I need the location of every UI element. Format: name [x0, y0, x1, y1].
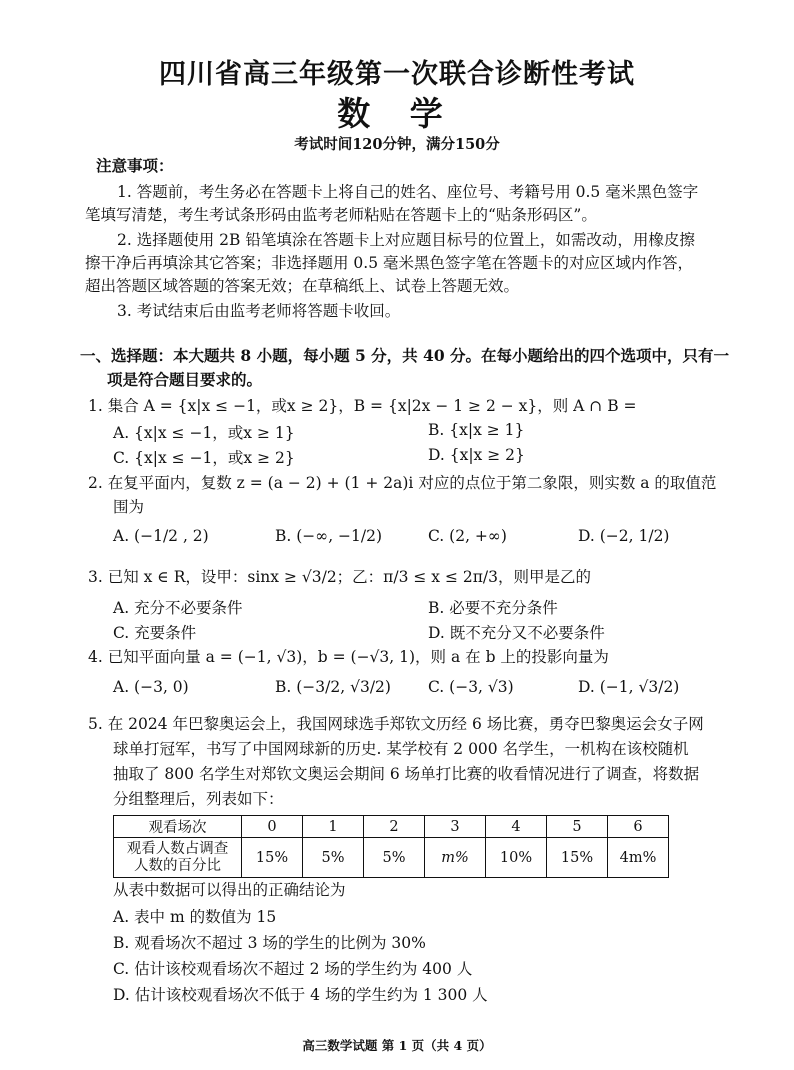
table-cell: 5% [303, 838, 364, 878]
table-cell: 0 [242, 816, 303, 838]
table-header-label: 观看场次 [114, 816, 242, 838]
exam-time-info: 考试时间120分钟，满分150分 [294, 136, 500, 153]
notice-line: 笔填写清楚，考生考试条形码由监考老师粘贴在答题卡上的“贴条形码区”。 [85, 206, 597, 224]
q5-option-a: A. 表中 m 的数值为 15 [113, 908, 277, 926]
question-5-stem-cont: 分组整理后，列表如下： [113, 790, 284, 808]
question-2-stem-cont: 围为 [113, 498, 145, 516]
table-cell: m% [425, 838, 486, 878]
section-heading: 一、选择题：本大题共 8 小题，每小题 5 分，共 40 分。在每小题给出的四个选项中，只有一 [80, 346, 730, 365]
table-cell: 1 [303, 816, 364, 838]
notice-heading: 注意事项： [96, 156, 174, 175]
notice-line: 擦干净后再填涂其它答案；非选择题用 0.5 毫米黑色签字笔在答题卡的对应区域内作答， [85, 254, 694, 272]
notice-line: 超出答题区域答题的答案无效；在草稿纸上、试卷上答题无效。 [85, 277, 520, 295]
viewing-stats-table [113, 815, 669, 878]
table-cell: 6 [608, 816, 669, 838]
question-5-stem-cont: 球单打冠军，书写了中国网球新的历史. 某学校有 2 000 名学生，一机构在该校随机 [113, 740, 689, 758]
q2-option-a: A. (−1/2 , 2) [113, 527, 209, 545]
table-cell: 5% [364, 838, 425, 878]
table-row-label-line2: 人数的百分比 [134, 857, 221, 874]
table-cell: 4 [486, 816, 547, 838]
q1-option-c: C. {x|x ≤ −1，或x ≥ 2} [113, 449, 295, 467]
question-4-stem: 4. 已知平面向量 a = (−1, √3)，b = (−√3, 1)，则 a 在 b 上的投影向量为 [88, 648, 609, 666]
question-5-stem-cont: 抽取了 800 名学生对郑钦文奥运会期间 6 场单打比赛的收看情况进行了调查，将数据 [113, 765, 700, 783]
subject-title: 数 学 [337, 94, 457, 133]
question-3-stem: 3. 已知 x ∈ R，设甲：sinx ≥ √3/2；乙：π/3 ≤ x ≤ 2π/3，则甲是乙的 [88, 568, 592, 586]
q1-option-b: B. {x|x ≥ 1} [428, 421, 525, 439]
notice-line: 3. 考试结束后由监考老师将答题卡收回。 [117, 302, 401, 320]
page-footer: 高三数学试题 第 1 页（共 4 页） [302, 1038, 492, 1053]
q3-option-c: C. 充要条件 [113, 624, 197, 642]
notice-line: 2. 选择题使用 2B 铅笔填涂在答题卡上对应题目标号的位置上，如需改动，用橡皮擦 [117, 231, 695, 249]
q5-option-d: D. 估计该校观看场次不低于 4 场的学生约为 1 300 人 [113, 986, 488, 1004]
q4-option-b: B. (−3/2, √3/2) [275, 678, 391, 696]
q2-option-d: D. (−2, 1/2) [578, 527, 670, 545]
q5-option-c: C. 估计该校观看场次不超过 2 场的学生约为 400 人 [113, 960, 473, 978]
question-1-stem: 1. 集合 A = {x|x ≤ −1，或x ≥ 2}，B = {x|2x − 1 ≥ 2 − x}，则 A ∩ B = [88, 397, 637, 415]
table-cell: 10% [486, 838, 547, 878]
table-row [114, 838, 669, 878]
q4-option-d: D. (−1, √3/2) [578, 678, 680, 696]
exam-title: 四川省高三年级第一次联合诊断性考试 [159, 59, 635, 90]
section-heading-cont: 项是符合题目要求的。 [107, 370, 263, 389]
q3-option-d: D. 既不充分又不必要条件 [428, 624, 605, 642]
table-row-label-line1: 观看人数占调查 [126, 840, 229, 857]
q1-option-d: D. {x|x ≥ 2} [428, 446, 525, 464]
table-row [114, 816, 669, 838]
question-2-stem: 2. 在复平面内，复数 z = (a − 2) + (1 + 2a)i 对应的点位于第二象限，则实数 a 的取值范 [88, 474, 717, 492]
table-cell: 3 [425, 816, 486, 838]
q1-option-a: A. {x|x ≤ −1，或x ≥ 1} [113, 424, 295, 442]
table-cell: 2 [364, 816, 425, 838]
q3-option-b: B. 必要不充分条件 [428, 599, 558, 617]
q2-option-c: C. (2, +∞) [428, 527, 507, 545]
q3-option-a: A. 充分不必要条件 [113, 599, 243, 617]
q4-option-c: C. (−3, √3) [428, 678, 514, 696]
question-5-lead: 从表中数据可以得出的正确结论为 [113, 881, 346, 899]
table-cell: 4m% [608, 838, 669, 878]
notice-line: 1. 答题前，考生务必在答题卡上将自己的姓名、座位号、考籍号用 0.5 毫米黑色签字 [117, 183, 699, 201]
q4-option-a: A. (−3, 0) [113, 678, 189, 696]
table-cell: 15% [547, 838, 608, 878]
table-cell: 15% [242, 838, 303, 878]
table-cell: 5 [547, 816, 608, 838]
question-5-stem: 5. 在 2024 年巴黎奥运会上，我国网球选手郑钦文历经 6 场比赛，勇夺巴黎奥运会女子网 [88, 715, 704, 733]
table-row-label [114, 838, 242, 878]
q5-option-b: B. 观看场次不超过 3 场的学生的比例为 30% [113, 934, 426, 952]
q2-option-b: B. (−∞, −1/2) [275, 527, 383, 545]
